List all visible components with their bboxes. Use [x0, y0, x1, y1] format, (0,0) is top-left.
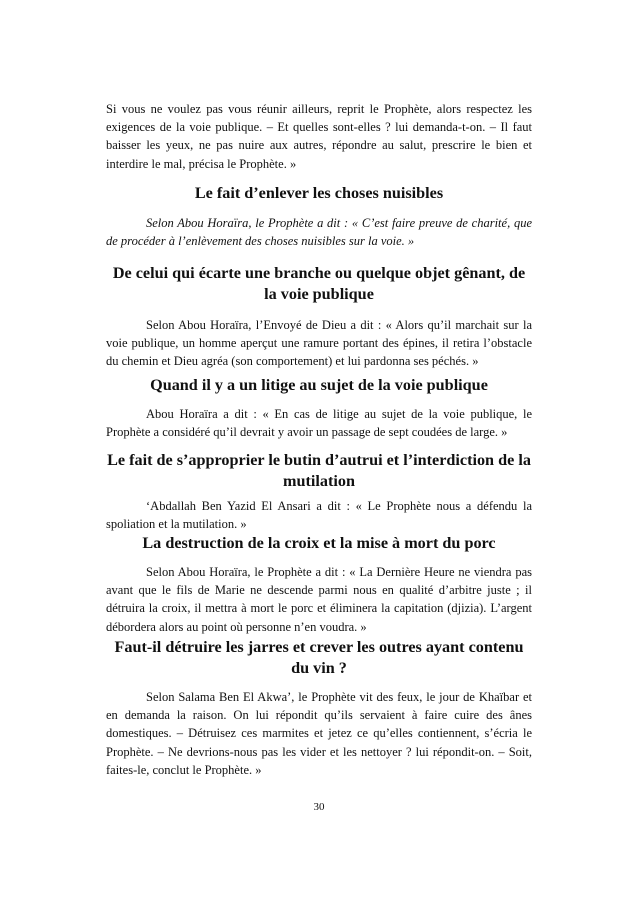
- paragraph-road-dispute: Abou Horaïra a dit : « En cas de litige au sujet de la voie publique, le Prophète a considéré qu’il devrait y avoir un passage de sept coudées de large. »: [106, 407, 532, 440]
- heading-remove-branch: De celui qui écarte une branche ou quelque objet gênant, de la voie publique: [112, 264, 526, 303]
- paragraph-remove-harmful-things: Selon Abou Horaïra, le Prophète a dit : « C’est faire preuve de charité, que de procéder à l’enlèvement des choses nuisibles sur la voie. »: [106, 216, 532, 249]
- paragraph-remove-branch: Selon Abou Horaïra, l’Envoyé de Dieu a dit : « Alors qu’il marchait sur la voie publique, un homme aperçut une ramure portant des épines, il retira l’obstacle du chemin et Dieu agréa (son comportement) et lui pardonna ses péchés. »: [106, 318, 532, 369]
- heading-jars-and-wineskins: Faut-il détruire les jarres et crever les outres ayant contenu du vin ?: [114, 638, 524, 677]
- page-number: 30: [313, 801, 325, 813]
- intro-paragraph: Si vous ne voulez pas vous réunir ailleurs, reprit le Prophète, alors respectez les exigences de la voie publique. – Et quelles sont-elles ? lui demanda-t-on. – Il faut baisser les yeux, ne pas nuire aux autres, répondre au salut, prescrire le bien et interdire le mal, précisa le Prophète. »: [106, 102, 532, 171]
- paragraph-jars-and-wineskins: Selon Salama Ben El Akwa’, le Prophète vit des feux, le jour de Khaïbar et en demanda la raison. On lui répondit qu’ils servaient à faire cuire des ânes domestiques. – Détruisez ces marmites et jetez ce qu’elles contiennent, s’écria le Prophète. – Ne devrions-nous pas les vider et les nettoyer ? lui répondit-on. – Soit, faites-le, conclut le Prophète. »: [106, 690, 532, 777]
- heading-spoliation-mutilation: Le fait de s’approprier le butin d’autrui et l’interdiction de la mutilation: [107, 451, 531, 490]
- heading-cross-and-pig: La destruction de la croix et la mise à mort du porc: [142, 534, 496, 552]
- heading-road-dispute: Quand il y a un litige au sujet de la voie publique: [150, 376, 488, 394]
- paragraph-spoliation-mutilation: ‘Abdallah Ben Yazid El Ansari a dit : « Le Prophète nous a défendu la spoliation et la mutilation. »: [106, 499, 532, 532]
- heading-remove-harmful-things: Le fait d’enlever les choses nuisibles: [194, 184, 444, 202]
- paragraph-cross-and-pig: Selon Abou Horaïra, le Prophète a dit : « La Dernière Heure ne viendra pas avant que le fils de Marie ne descende parmi nous en qualité d’arbitre juste ; il détruira la croix, il mettra à mort le porc et éliminera la capitation (djizia). L’argent débordera alors au point où personne n’en voudra. »: [106, 565, 532, 634]
